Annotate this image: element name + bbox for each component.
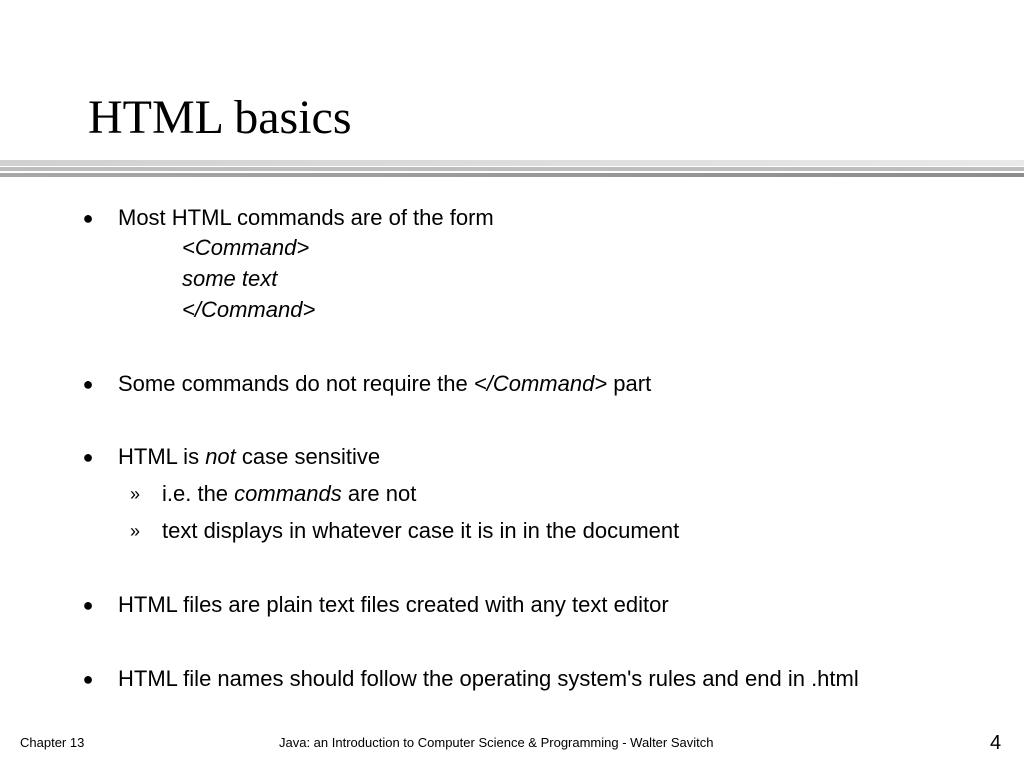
bullet-icon: ● — [82, 374, 94, 394]
page-number: 4 — [990, 732, 1002, 754]
sub-bullet-icon: » — [130, 521, 141, 541]
bullet-icon: ● — [82, 447, 94, 467]
emphasis-text: not — [205, 444, 236, 469]
title-divider-light — [0, 160, 1024, 166]
code-example-line: some text — [182, 266, 278, 291]
bullet-text: Some commands do not require the </Command> part — [118, 371, 652, 396]
title-divider-dark — [0, 173, 1024, 177]
bullet-icon: ● — [82, 208, 94, 228]
bullet-text: HTML is not case sensitive — [118, 444, 381, 469]
bullet-icon: ● — [82, 595, 94, 615]
sub-bullet-icon: » — [130, 484, 141, 504]
code-example-line: </Command> — [182, 297, 316, 322]
emphasis-text: </Command> — [473, 371, 608, 396]
bullet-text: HTML files are plain text files created with any text editor — [118, 592, 669, 617]
footer-chapter: Chapter 13 — [20, 735, 85, 750]
bullet-text: Most HTML commands are of the form — [118, 205, 494, 230]
title-divider-mid — [0, 167, 1024, 171]
bullet-icon: ● — [82, 669, 94, 689]
slide-title: HTML basics — [88, 91, 352, 144]
code-example-line: <Command> — [182, 235, 310, 260]
sub-bullet-text: text displays in whatever case it is in in the document — [162, 518, 680, 543]
emphasis-text: commands — [234, 481, 342, 506]
sub-bullet-text: i.e. the commands are not — [162, 481, 417, 506]
footer-book-title: Java: an Introduction to Computer Science & Programming - Walter Savitch — [279, 735, 714, 750]
bullet-text: HTML file names should follow the operating system's rules and end in .html — [118, 666, 859, 691]
